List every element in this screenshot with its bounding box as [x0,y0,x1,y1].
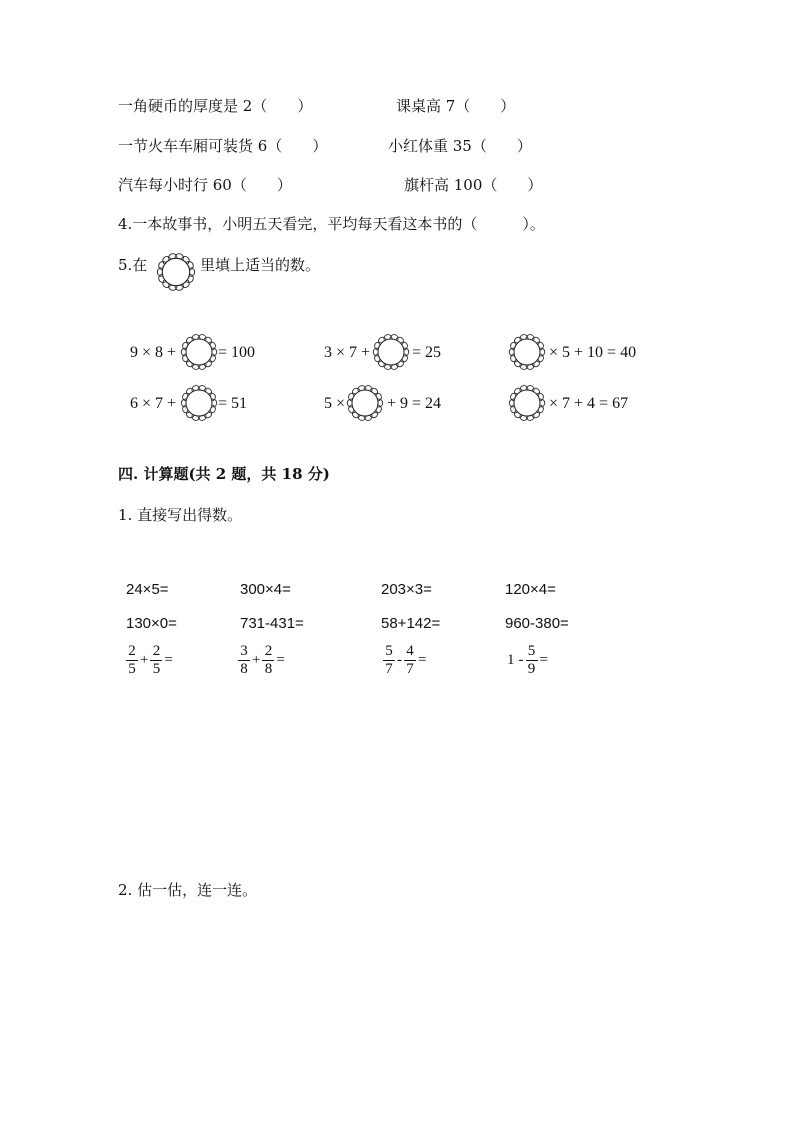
flower-blank-icon[interactable] [372,333,410,371]
fraction-expression [383,643,428,678]
fraction [238,643,250,678]
denominator: 5 [128,661,136,677]
q3-row3-left: 汽车每小时行 60（ ） [118,176,292,194]
q5-after: 里填上适当的数。 [200,256,321,274]
equals-sign: = [276,652,285,668]
flower-blank-icon[interactable] [346,384,384,422]
flower-blank-icon[interactable] [508,333,546,371]
fraction [404,643,416,678]
flower-blank-icon[interactable] [180,384,218,422]
flower-blank-icon [156,252,196,292]
equals-sign: = [418,652,427,668]
operator: - [397,652,402,668]
fraction-expression [505,643,550,678]
q5-eq1-post: = 100 [218,344,256,361]
q5-eq1-pre: 9 × 8 + [130,344,177,361]
q5-eq5-post: + 9 = 24 [387,395,442,412]
fraction [150,643,162,678]
denominator: 8 [264,661,273,677]
flower-blank-icon[interactable] [180,333,218,371]
q3-row3-right: 旗杆高 100（ ） [404,176,543,194]
q3-row2-right: 小红体重 35（ ） [388,137,532,155]
fraction [383,643,395,678]
calc-item: 120×4= [505,581,556,598]
calc-item: 203×3= [381,581,432,598]
fraction [262,643,274,678]
q3-row2-left: 一节火车车厢可装货 6（ ） [118,137,328,155]
equals-sign: = [164,652,173,668]
numerator: 3 [240,643,248,659]
operator: + [140,652,149,668]
flower-blank-icon[interactable] [508,384,546,422]
calc-item: 731-431= [240,615,304,632]
denominator: 7 [385,661,393,677]
q4-text: 4.一本故事书，小明五天看完，平均每天看这本书的（ ）。 [118,215,545,233]
fraction [526,643,538,678]
denominator: 7 [406,661,414,677]
q2-title: 2. 估一估，连一连。 [118,881,258,899]
calc-item: 24×5= [126,581,169,598]
numerator: 5 [527,643,536,659]
q1-title: 1. 直接写出得数。 [118,506,243,524]
q5-eq2-post: = 25 [412,344,442,361]
q3-row1-left: 一角硬币的厚度是 2（ ） [118,97,313,115]
calc-item: 130×0= [126,615,177,632]
whole-number: 1 [507,652,515,668]
q5-eq4-pre: 6 × 7 + [130,395,177,412]
numerator: 2 [264,643,273,659]
numerator: 2 [152,643,161,659]
fraction-expression [126,643,175,678]
section-heading: 四. 计算题(共 2 题，共 18 分) [118,465,330,483]
q5-eq5-pre: 5 × [324,395,346,412]
fraction [126,643,138,678]
denominator: 9 [527,661,536,677]
q3-row1-right: 课桌高 7（ ） [396,97,516,115]
calc-item: 300×4= [240,581,291,598]
fraction-expression [238,643,287,678]
q5-eq4-post: = 51 [218,395,248,412]
q5-eq3-post: × 5 + 10 = 40 [549,344,637,361]
operator: - [518,652,524,668]
q5-before: 5.在 [118,256,148,274]
q5-eq6-post: × 7 + 4 = 67 [549,395,629,412]
equals-sign: = [539,652,548,668]
numerator: 4 [406,643,414,659]
calc-item: 960-380= [505,615,569,632]
q5-eq2-pre: 3 × 7 + [324,344,371,361]
numerator: 2 [128,643,136,659]
numerator: 5 [385,643,393,659]
denominator: 5 [152,661,161,677]
operator: + [252,652,261,668]
denominator: 8 [240,661,248,677]
calc-item: 58+142= [381,615,441,632]
